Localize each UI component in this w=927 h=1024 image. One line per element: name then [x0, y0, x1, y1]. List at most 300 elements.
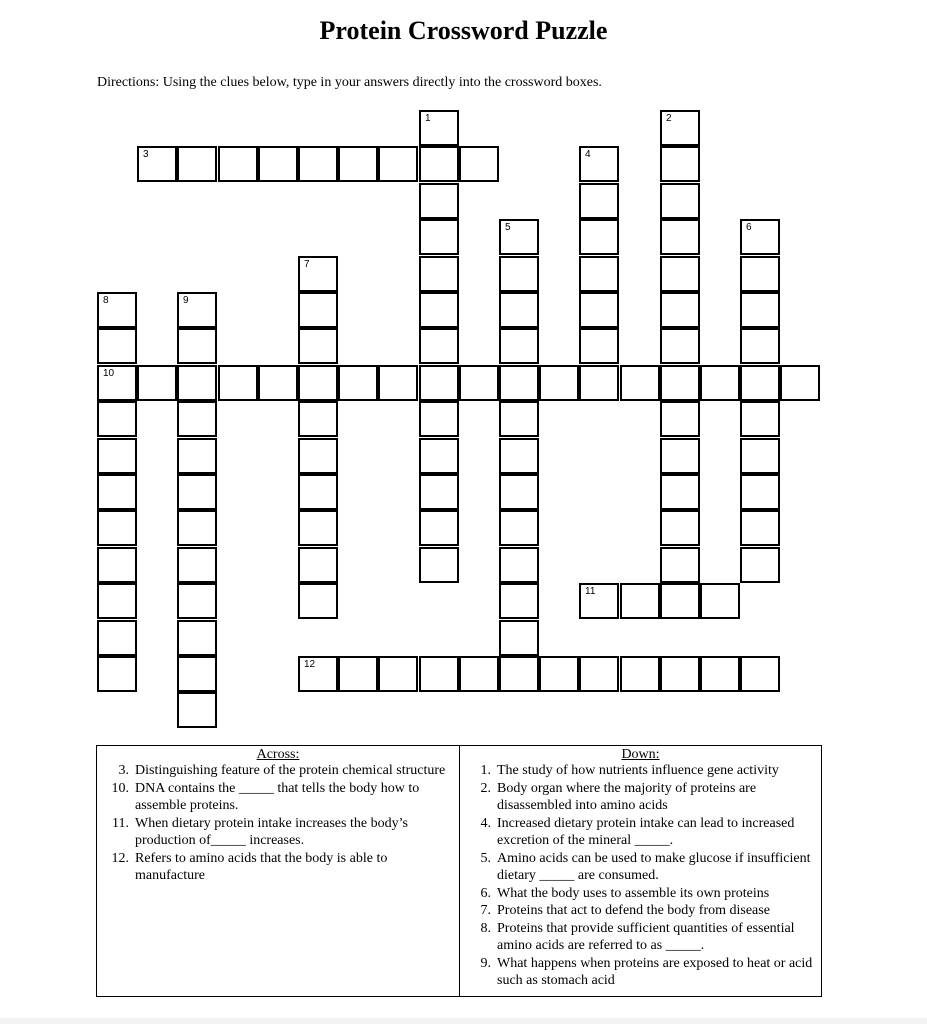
- crossword-letter-input[interactable]: [179, 440, 215, 472]
- crossword-cell[interactable]: [177, 401, 217, 437]
- crossword-cell[interactable]: [499, 583, 539, 619]
- crossword-letter-input[interactable]: [782, 367, 818, 399]
- crossword-letter-input[interactable]: [742, 403, 778, 435]
- crossword-letter-input[interactable]: [622, 367, 658, 399]
- crossword-letter-input[interactable]: [99, 367, 135, 399]
- crossword-cell[interactable]: [660, 656, 700, 692]
- crossword-cell[interactable]: [338, 365, 378, 401]
- crossword-letter-input[interactable]: [541, 367, 577, 399]
- crossword-letter-input[interactable]: [662, 585, 698, 617]
- crossword-letter-input[interactable]: [300, 585, 336, 617]
- crossword-letter-input[interactable]: [340, 148, 376, 180]
- crossword-cell[interactable]: [579, 328, 619, 364]
- crossword-letter-input[interactable]: [702, 658, 738, 690]
- across-clue-12: [97, 850, 459, 885]
- crossword-letter-input[interactable]: [581, 294, 617, 326]
- crossword-cell[interactable]: [579, 183, 619, 219]
- crossword-cell[interactable]: [579, 146, 619, 182]
- crossword-letter-input[interactable]: [501, 512, 537, 544]
- crossword-letter-input[interactable]: [300, 512, 336, 544]
- crossword-letter-input[interactable]: [179, 330, 215, 362]
- clue-number-label: 6: [746, 222, 752, 233]
- crossword-cell[interactable]: [378, 656, 418, 692]
- crossword-cell[interactable]: [579, 583, 619, 619]
- crossword-letter-input[interactable]: [421, 148, 457, 180]
- crossword-letter-input[interactable]: [220, 148, 256, 180]
- crossword-letter-input[interactable]: [662, 185, 698, 217]
- clue-number: 7.: [480, 903, 491, 918]
- crossword-letter-input[interactable]: [662, 258, 698, 290]
- crossword-cell[interactable]: [620, 656, 660, 692]
- crossword-cell[interactable]: [97, 620, 137, 656]
- crossword-letter-input[interactable]: [581, 221, 617, 253]
- clue-number: 1.: [480, 763, 491, 778]
- crossword-letter-input[interactable]: [99, 658, 135, 690]
- crossword-letter-input[interactable]: [501, 440, 537, 472]
- across-clue-11: [97, 815, 459, 850]
- down-clue-4: [460, 815, 821, 850]
- crossword-letter-input[interactable]: [501, 294, 537, 326]
- crossword-cell[interactable]: [539, 656, 579, 692]
- crossword-cell[interactable]: [298, 328, 338, 364]
- clue-text: The study of how nutrients influence gene activity: [497, 763, 779, 778]
- crossword-letter-input[interactable]: [421, 512, 457, 544]
- crossword-letter-input[interactable]: [220, 367, 256, 399]
- crossword-cell[interactable]: [579, 219, 619, 255]
- crossword-letter-input[interactable]: [501, 367, 537, 399]
- crossword-letter-input[interactable]: [581, 367, 617, 399]
- crossword-cell[interactable]: [177, 510, 217, 546]
- crossword-cell[interactable]: [177, 547, 217, 583]
- crossword-cell[interactable]: [218, 146, 258, 182]
- clue-text: Body organ where the majority of proteins are disassembled into amino acids: [497, 780, 757, 813]
- down-clue-1: [460, 762, 821, 780]
- crossword-cell[interactable]: [740, 474, 780, 510]
- crossword-letter-input[interactable]: [702, 367, 738, 399]
- clue-number: 3.: [118, 763, 129, 778]
- crossword-cell[interactable]: [660, 438, 700, 474]
- crossword-cell[interactable]: [298, 656, 338, 692]
- crossword-cell[interactable]: [700, 583, 740, 619]
- crossword-letter-input[interactable]: [139, 367, 175, 399]
- crossword-cell[interactable]: [419, 110, 459, 146]
- crossword-letter-input[interactable]: [662, 367, 698, 399]
- crossword-letter-input[interactable]: [340, 658, 376, 690]
- crossword-letter-input[interactable]: [300, 403, 336, 435]
- crossword-letter-input[interactable]: [300, 367, 336, 399]
- crossword-letter-input[interactable]: [662, 658, 698, 690]
- clue-number-label: 9: [183, 295, 189, 306]
- crossword-letter-input[interactable]: [260, 148, 296, 180]
- crossword-cell[interactable]: [218, 365, 258, 401]
- crossword-cell[interactable]: [499, 510, 539, 546]
- clue-text: When dietary protein intake increases the body’s production of_____ increases.: [135, 815, 408, 848]
- clue-number-label: 4: [585, 149, 591, 160]
- crossword-cell[interactable]: [419, 292, 459, 328]
- crossword-cell[interactable]: [499, 328, 539, 364]
- crossword-cell[interactable]: [499, 656, 539, 692]
- crossword-cell[interactable]: [419, 474, 459, 510]
- crossword-cell[interactable]: [499, 256, 539, 292]
- crossword-cell[interactable]: [740, 547, 780, 583]
- clue-text: DNA contains the _____ that tells the body how to assemble proteins.: [135, 780, 420, 813]
- crossword-letter-input[interactable]: [662, 148, 698, 180]
- crossword-letter-input[interactable]: [179, 294, 215, 326]
- crossword-letter-input[interactable]: [340, 367, 376, 399]
- crossword-letter-input[interactable]: [300, 440, 336, 472]
- clue-text: Increased dietary protein intake can lead to increased excretion of the mineral _____.: [497, 815, 795, 848]
- crossword-letter-input[interactable]: [461, 148, 497, 180]
- crossword-letter-input[interactable]: [662, 294, 698, 326]
- crossword-cell[interactable]: [177, 583, 217, 619]
- crossword-cell[interactable]: [97, 292, 137, 328]
- crossword-letter-input[interactable]: [300, 258, 336, 290]
- crossword-cell[interactable]: [499, 620, 539, 656]
- crossword-cell[interactable]: [740, 292, 780, 328]
- across-heading: Across:: [256, 747, 300, 762]
- crossword-cell[interactable]: [499, 219, 539, 255]
- clue-number-label: 3: [143, 149, 149, 160]
- crossword-cell[interactable]: [660, 365, 700, 401]
- crossword-cell[interactable]: [660, 510, 700, 546]
- crossword-letter-input[interactable]: [742, 440, 778, 472]
- crossword-cell[interactable]: [660, 146, 700, 182]
- crossword-cell[interactable]: [97, 365, 137, 401]
- crossword-cell[interactable]: [620, 365, 660, 401]
- clue-number: 6.: [480, 885, 491, 901]
- crossword-cell[interactable]: [177, 292, 217, 328]
- crossword-cell[interactable]: [177, 620, 217, 656]
- crossword-letter-input[interactable]: [662, 549, 698, 581]
- crossword-cell[interactable]: [660, 328, 700, 364]
- crossword-cell[interactable]: [298, 365, 338, 401]
- crossword-letter-input[interactable]: [742, 221, 778, 253]
- crossword-cell[interactable]: [258, 365, 298, 401]
- crossword-letter-input[interactable]: [742, 367, 778, 399]
- crossword-cell[interactable]: [660, 474, 700, 510]
- crossword-letter-input[interactable]: [501, 476, 537, 508]
- crossword-cell[interactable]: [499, 547, 539, 583]
- clue-number-label: 11: [585, 586, 596, 597]
- crossword-cell[interactable]: [298, 146, 338, 182]
- crossword-cell[interactable]: [579, 365, 619, 401]
- crossword-letter-input[interactable]: [300, 549, 336, 581]
- clues-table: [96, 745, 822, 997]
- crossword-cell[interactable]: [258, 146, 298, 182]
- crossword-cell[interactable]: [97, 510, 137, 546]
- crossword-cell[interactable]: [298, 292, 338, 328]
- crossword-cell[interactable]: [700, 656, 740, 692]
- crossword-cell[interactable]: [459, 146, 499, 182]
- page-bottom-strip: [0, 1018, 927, 1024]
- crossword-cell[interactable]: [97, 401, 137, 437]
- across-clues-column: [97, 746, 460, 996]
- down-clue-7: [460, 902, 821, 920]
- crossword-cell[interactable]: [419, 401, 459, 437]
- crossword-letter-input[interactable]: [581, 330, 617, 362]
- crossword-cell[interactable]: [740, 656, 780, 692]
- crossword-cell[interactable]: [579, 256, 619, 292]
- clue-number-label: 7: [304, 259, 310, 270]
- crossword-cell[interactable]: [740, 219, 780, 255]
- crossword-cell[interactable]: [780, 365, 820, 401]
- crossword-cell[interactable]: [419, 328, 459, 364]
- crossword-letter-input[interactable]: [99, 622, 135, 654]
- crossword-letter-input[interactable]: [662, 476, 698, 508]
- crossword-letter-input[interactable]: [421, 403, 457, 435]
- crossword-cell[interactable]: [499, 401, 539, 437]
- crossword-letter-input[interactable]: [501, 258, 537, 290]
- crossword-letter-input[interactable]: [662, 403, 698, 435]
- crossword-letter-input[interactable]: [300, 476, 336, 508]
- crossword-letter-input[interactable]: [622, 658, 658, 690]
- crossword-cell[interactable]: [298, 438, 338, 474]
- crossword-cell[interactable]: [499, 474, 539, 510]
- crossword-cell[interactable]: [419, 183, 459, 219]
- crossword-cell[interactable]: [177, 146, 217, 182]
- crossword-cell[interactable]: [740, 328, 780, 364]
- crossword-cell[interactable]: [740, 365, 780, 401]
- crossword-letter-input[interactable]: [139, 148, 175, 180]
- crossword-letter-input[interactable]: [179, 585, 215, 617]
- crossword-letter-input[interactable]: [260, 367, 296, 399]
- crossword-cell[interactable]: [298, 474, 338, 510]
- crossword-letter-input[interactable]: [300, 148, 336, 180]
- crossword-letter-input[interactable]: [662, 112, 698, 144]
- crossword-letter-input[interactable]: [501, 658, 537, 690]
- clue-text: Distinguishing feature of the protein chemical structure: [135, 763, 446, 778]
- crossword-letter-input[interactable]: [662, 512, 698, 544]
- crossword-letter-input[interactable]: [702, 585, 738, 617]
- clue-text: Refers to amino acids that the body is able to manufacture: [135, 850, 388, 883]
- crossword-letter-input[interactable]: [179, 549, 215, 581]
- crossword-letter-input[interactable]: [501, 622, 537, 654]
- clue-number-label: 1: [425, 113, 431, 124]
- crossword-cell[interactable]: [740, 438, 780, 474]
- crossword-letter-input[interactable]: [380, 148, 416, 180]
- crossword-letter-input[interactable]: [662, 221, 698, 253]
- crossword-cell[interactable]: [97, 438, 137, 474]
- crossword-cell[interactable]: [419, 656, 459, 692]
- crossword-cell[interactable]: [660, 110, 700, 146]
- crossword-cell[interactable]: [419, 365, 459, 401]
- crossword-letter-input[interactable]: [179, 476, 215, 508]
- crossword-cell[interactable]: [298, 510, 338, 546]
- crossword-letter-input[interactable]: [179, 658, 215, 690]
- crossword-letter-input[interactable]: [742, 258, 778, 290]
- crossword-letter-input[interactable]: [581, 148, 617, 180]
- crossword-cell[interactable]: [620, 583, 660, 619]
- crossword-letter-input[interactable]: [99, 585, 135, 617]
- crossword-letter-input[interactable]: [622, 585, 658, 617]
- clue-number: 5.: [480, 850, 491, 866]
- crossword-cell[interactable]: [137, 146, 177, 182]
- crossword-letter-input[interactable]: [501, 403, 537, 435]
- crossword-letter-input[interactable]: [742, 476, 778, 508]
- crossword-letter-input[interactable]: [421, 658, 457, 690]
- crossword-letter-input[interactable]: [380, 367, 416, 399]
- crossword-letter-input[interactable]: [501, 330, 537, 362]
- down-clue-9: [460, 955, 821, 990]
- crossword-letter-input[interactable]: [742, 294, 778, 326]
- crossword-cell[interactable]: [419, 219, 459, 255]
- crossword-cell[interactable]: [740, 401, 780, 437]
- crossword-cell[interactable]: [177, 365, 217, 401]
- crossword-cell[interactable]: [499, 438, 539, 474]
- crossword-letter-input[interactable]: [421, 330, 457, 362]
- crossword-cell[interactable]: [97, 328, 137, 364]
- crossword-cell[interactable]: [177, 438, 217, 474]
- down-clue-5: [460, 850, 821, 885]
- crossword-letter-input[interactable]: [421, 294, 457, 326]
- crossword-letter-input[interactable]: [300, 658, 336, 690]
- crossword-cell[interactable]: [177, 656, 217, 692]
- clue-text: What happens when proteins are exposed to heat or acid such as stomach acid: [497, 955, 813, 988]
- crossword-cell[interactable]: [97, 547, 137, 583]
- crossword-letter-input[interactable]: [99, 294, 135, 326]
- clue-number-label: 8: [103, 295, 109, 306]
- crossword-letter-input[interactable]: [501, 549, 537, 581]
- crossword-letter-input[interactable]: [380, 658, 416, 690]
- crossword-letter-input[interactable]: [421, 112, 457, 144]
- crossword-letter-input[interactable]: [461, 658, 497, 690]
- crossword-letter-input[interactable]: [501, 585, 537, 617]
- crossword-letter-input[interactable]: [179, 694, 215, 726]
- crossword-letter-input[interactable]: [421, 185, 457, 217]
- directions-text: Directions: Using the clues below, type in your answers directly into the crossword boxes.: [97, 75, 602, 90]
- crossword-cell[interactable]: [579, 292, 619, 328]
- down-heading: Down:: [621, 747, 660, 762]
- clue-number: 12.: [111, 850, 129, 866]
- clue-number: 11.: [112, 815, 129, 831]
- clue-number: 8.: [480, 920, 491, 936]
- crossword-letter-input[interactable]: [662, 440, 698, 472]
- crossword-letter-input[interactable]: [581, 658, 617, 690]
- crossword-letter-input[interactable]: [300, 294, 336, 326]
- clue-number: 10.: [111, 780, 129, 796]
- page-title: Protein Crossword Puzzle: [319, 16, 608, 45]
- crossword-letter-input[interactable]: [421, 367, 457, 399]
- crossword-cell[interactable]: [740, 510, 780, 546]
- crossword-cell[interactable]: [660, 547, 700, 583]
- crossword-letter-input[interactable]: [421, 440, 457, 472]
- clue-number: 2.: [480, 780, 491, 796]
- crossword-letter-input[interactable]: [581, 258, 617, 290]
- crossword-cell[interactable]: [740, 256, 780, 292]
- down-clue-2: [460, 780, 821, 815]
- crossword-cell[interactable]: [177, 692, 217, 728]
- down-clues-column: [460, 746, 821, 996]
- clue-number: 9.: [480, 955, 491, 971]
- crossword-cell[interactable]: [419, 510, 459, 546]
- clue-number-label: 5: [505, 222, 511, 233]
- crossword-letter-input[interactable]: [99, 330, 135, 362]
- down-clue-8: [460, 920, 821, 955]
- crossword-cell[interactable]: [419, 547, 459, 583]
- crossword-letter-input[interactable]: [421, 549, 457, 581]
- crossword-letter-input[interactable]: [179, 403, 215, 435]
- crossword-cell[interactable]: [338, 146, 378, 182]
- crossword-letter-input[interactable]: [99, 549, 135, 581]
- crossword-cell[interactable]: [177, 474, 217, 510]
- crossword-letter-input[interactable]: [541, 658, 577, 690]
- crossword-letter-input[interactable]: [99, 403, 135, 435]
- crossword-letter-input[interactable]: [99, 512, 135, 544]
- crossword-letter-input[interactable]: [421, 221, 457, 253]
- crossword-letter-input[interactable]: [179, 512, 215, 544]
- crossword-cell[interactable]: [660, 256, 700, 292]
- clue-number: 4.: [480, 815, 491, 831]
- crossword-cell[interactable]: [700, 365, 740, 401]
- crossword-cell[interactable]: [539, 365, 579, 401]
- crossword-letter-input[interactable]: [581, 585, 617, 617]
- crossword-cell[interactable]: [419, 146, 459, 182]
- crossword-cell[interactable]: [660, 219, 700, 255]
- crossword-letter-input[interactable]: [742, 549, 778, 581]
- crossword-cell[interactable]: [660, 583, 700, 619]
- clue-text: Amino acids can be used to make glucose if insufficient dietary _____ are consumed.: [497, 850, 811, 883]
- across-clue-3: [97, 762, 459, 780]
- crossword-letter-input[interactable]: [179, 367, 215, 399]
- crossword-cell[interactable]: [660, 183, 700, 219]
- crossword-cell[interactable]: [660, 292, 700, 328]
- crossword-letter-input[interactable]: [581, 185, 617, 217]
- clue-text: Proteins that provide sufficient quantities of essential amino acids are referred to as _____.: [497, 920, 795, 953]
- crossword-cell[interactable]: [419, 438, 459, 474]
- crossword-cell[interactable]: [298, 401, 338, 437]
- crossword-letter-input[interactable]: [742, 512, 778, 544]
- crossword-cell[interactable]: [97, 474, 137, 510]
- crossword-letter-input[interactable]: [300, 330, 336, 362]
- crossword-cell[interactable]: [137, 365, 177, 401]
- crossword-letter-input[interactable]: [179, 622, 215, 654]
- crossword-cell[interactable]: [378, 146, 418, 182]
- crossword-cell[interactable]: [298, 583, 338, 619]
- crossword-cell[interactable]: [499, 365, 539, 401]
- crossword-cell[interactable]: [459, 656, 499, 692]
- clue-text: Proteins that act to defend the body from disease: [497, 903, 770, 918]
- crossword-cell[interactable]: [177, 328, 217, 364]
- crossword-letter-input[interactable]: [742, 330, 778, 362]
- crossword-letter-input[interactable]: [742, 658, 778, 690]
- crossword-cell[interactable]: [378, 365, 418, 401]
- crossword-cell[interactable]: [97, 583, 137, 619]
- crossword-cell[interactable]: [419, 256, 459, 292]
- crossword-cell[interactable]: [97, 656, 137, 692]
- down-clue-6: [460, 885, 821, 903]
- crossword-letter-input[interactable]: [461, 367, 497, 399]
- across-clue-10: [97, 780, 459, 815]
- crossword-cell[interactable]: [459, 365, 499, 401]
- crossword-letter-input[interactable]: [179, 148, 215, 180]
- crossword-letter-input[interactable]: [99, 476, 135, 508]
- clue-number-label: 12: [304, 659, 316, 670]
- crossword-letter-input[interactable]: [421, 258, 457, 290]
- crossword-cell[interactable]: [338, 656, 378, 692]
- clue-text: What the body uses to assemble its own proteins: [497, 885, 770, 901]
- clue-number-label: 2: [666, 113, 672, 124]
- crossword-cell[interactable]: [579, 656, 619, 692]
- crossword-letter-input[interactable]: [99, 440, 135, 472]
- crossword-letter-input[interactable]: [421, 476, 457, 508]
- crossword-letter-input[interactable]: [501, 221, 537, 253]
- clue-number-label: 10: [103, 368, 115, 379]
- crossword-cell[interactable]: [298, 256, 338, 292]
- crossword-cell[interactable]: [499, 292, 539, 328]
- crossword-letter-input[interactable]: [662, 330, 698, 362]
- crossword-cell[interactable]: [298, 547, 338, 583]
- crossword-cell[interactable]: [660, 401, 700, 437]
